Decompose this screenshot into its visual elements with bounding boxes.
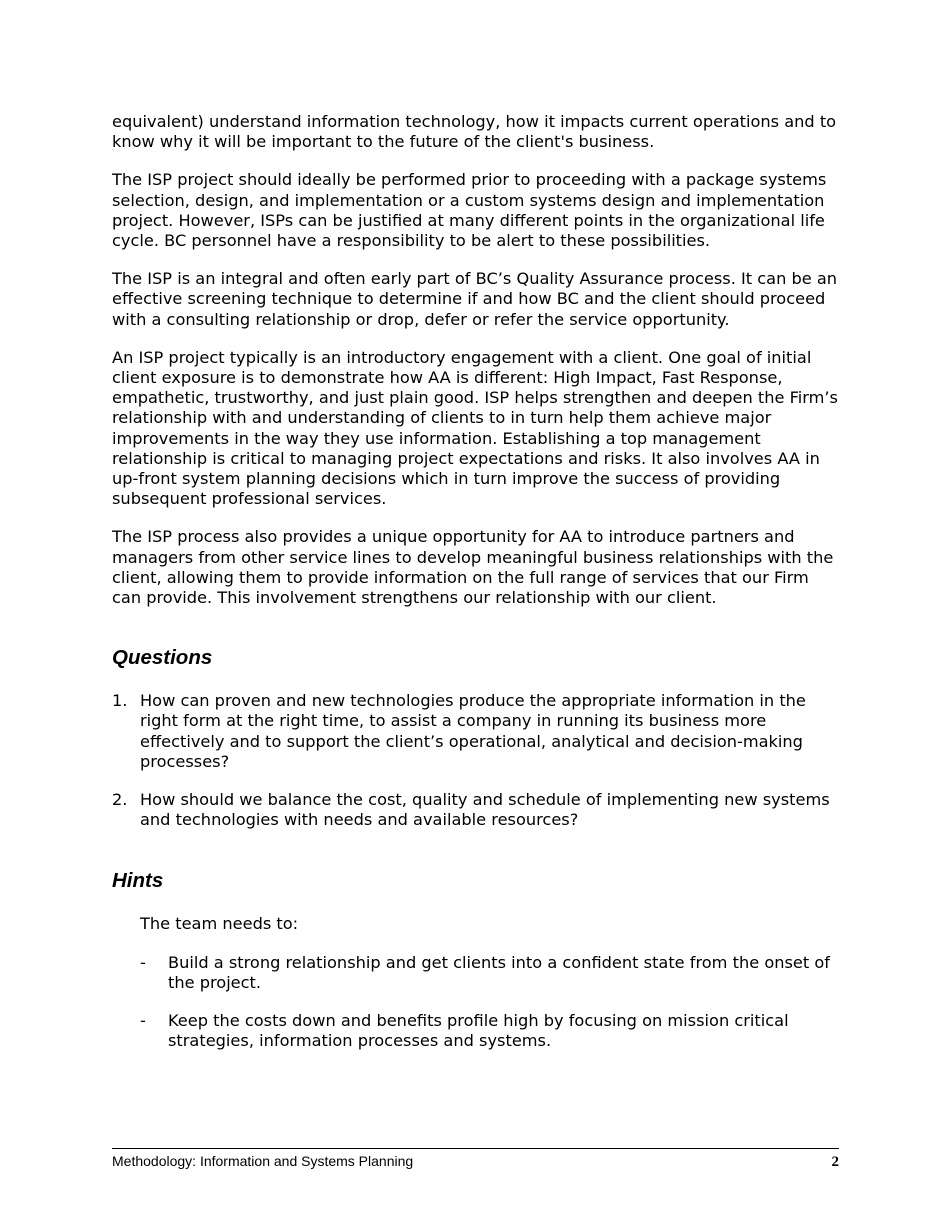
body-paragraph: equivalent) understand information technology, how it impacts current operations and to know why it will be important to the future of the client's business. [112,112,837,152]
body-paragraph: The ISP is an integral and often early part of BC’s Quality Assurance process. It can be an effective screening technique to determine if and how BC and the client should proceed with a consulting relationship or drop, defer or refer the service opportunity. [112,269,838,329]
question-text: How should we balance the cost, quality and schedule of implementing new systems and technologies with needs and available resources? [140,790,830,830]
hints-heading: Hints [112,869,164,893]
question-item [112,790,840,830]
page-number: 2 [831,1154,839,1170]
questions-list [112,691,840,830]
hint-dash: - [140,952,146,972]
question-number: 2. [112,790,128,810]
body-paragraph: An ISP project typically is an introductory engagement with a client. One goal of initial client exposure is to demonstrate how AA is different: High Impact, Fast Response, empathetic, trustworthy, and just plain good. ISP helps strengthen and deepen the Firm’s relationship with and understanding of clients to in turn help them achieve major improvements in the way they use information. Establishing a top management relationship is critical to managing project expectations and risks. It also involves AA in up-front system planning decisions which in turn improve the success of providing subsequent professional services. [112,347,838,509]
question-number: 1. [112,691,128,711]
page-content [112,112,840,1070]
hint-item [112,1011,840,1051]
questions-heading: Questions [112,646,213,670]
question-text: How can proven and new technologies produce the appropriate information in the right form at the right time, to assist a company in running its business more effectively and to support the client’s operational, analytical and decision-making processes? [140,691,806,771]
hint-text: Build a strong relationship and get clients into a confident state from the onset of the project. [168,952,830,992]
body-paragraph: The ISP process also provides a unique opportunity for AA to introduce partners and managers from other service lines to develop meaningful business relationships with the client, allowing them to provide information on the full range of services that our Firm can provide. This involvement strengthens our relationship with our client. [112,527,834,608]
hint-item [112,953,840,993]
question-item [112,691,840,772]
footer-title: Methodology: Information and Systems Planning [112,1153,414,1169]
hint-dash: - [140,1011,146,1031]
hints-intro: The team needs to: [140,914,299,934]
hint-text: Keep the costs down and benefits profile high by focusing on mission critical strategies, information processes and systems. [168,1011,789,1051]
hints-list [112,953,840,1052]
body-paragraph: The ISP project should ideally be performed prior to proceeding with a package systems selection, design, and implementation or a custom systems design and implementation project. However, ISPs can be justified at many different points in the organizational life cycle. BC personnel have a responsibility to be alert to these possibilities. [112,170,827,251]
page-footer [112,1148,839,1171]
